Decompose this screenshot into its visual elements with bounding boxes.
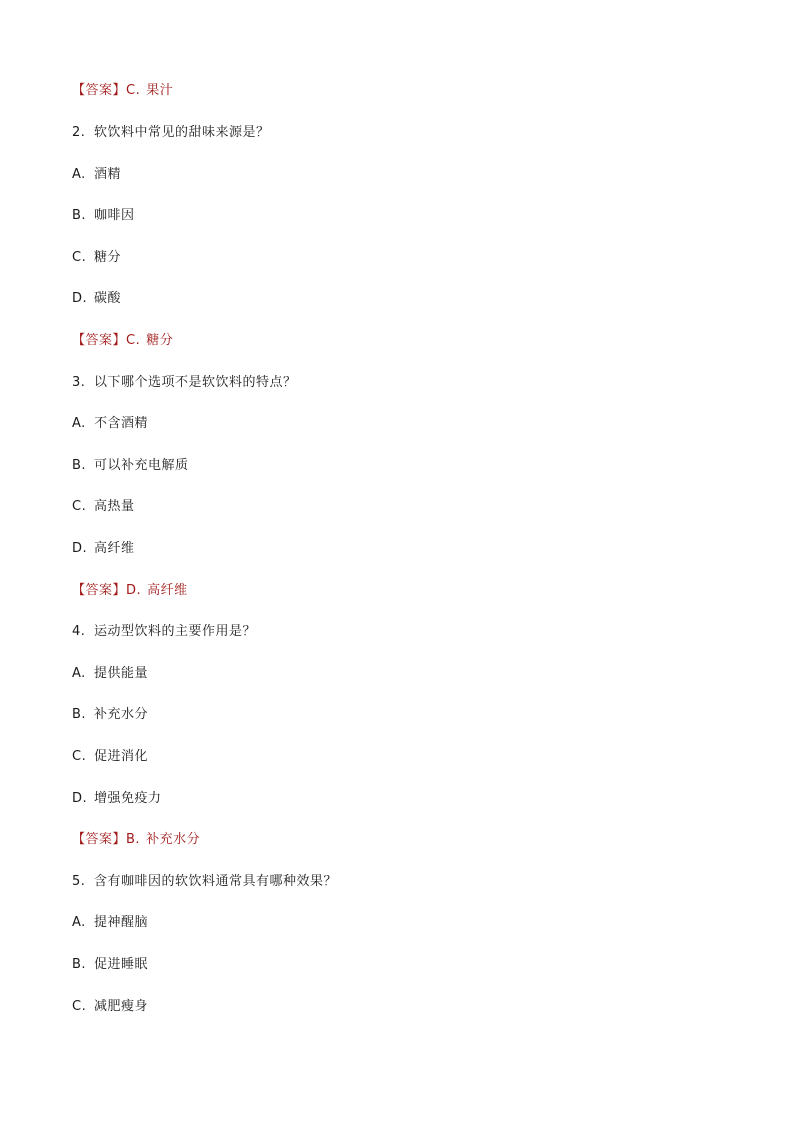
option-letter: D. (72, 291, 88, 306)
option-line (72, 416, 148, 432)
question-line (72, 874, 337, 890)
option-letter: D. (72, 791, 88, 806)
option-line (72, 499, 135, 515)
option-letter: A. (72, 167, 86, 182)
question-line (72, 125, 270, 141)
answer-text: 糖分 (146, 333, 174, 348)
option-text: 咖啡因 (94, 208, 135, 223)
option-letter: B. (72, 957, 87, 972)
option-line (72, 707, 148, 723)
option-line (72, 791, 162, 807)
option-line (72, 541, 135, 557)
answer-prefix: 【答案】 (72, 832, 127, 847)
option-letter: C. (72, 999, 87, 1014)
answer-letter: D. (126, 583, 142, 598)
option-letter: C. (72, 749, 87, 764)
option-letter: A. (72, 666, 86, 681)
option-line (72, 749, 148, 765)
answer-line (72, 83, 173, 99)
option-line (72, 666, 148, 682)
option-line (72, 208, 135, 224)
answer-prefix: 【答案】 (72, 583, 127, 598)
option-letter: B. (72, 458, 87, 473)
option-line (72, 250, 121, 266)
option-text: 高纤维 (94, 541, 135, 556)
option-letter: A. (72, 416, 86, 431)
option-text: 不含酒精 (94, 416, 149, 431)
question-number: 4. (72, 624, 86, 639)
option-line (72, 458, 189, 474)
question-number: 5. (72, 874, 86, 889)
question-text: 运动型饮料的主要作用是？ (94, 624, 257, 639)
question-text: 以下哪个选项不是软饮料的特点？ (94, 375, 297, 390)
option-text: 高热量 (94, 499, 135, 514)
option-letter: D. (72, 541, 88, 556)
option-text: 增强免疫力 (94, 791, 162, 806)
answer-line (72, 583, 188, 599)
option-text: 减肥瘦身 (94, 999, 149, 1014)
option-letter: A. (72, 915, 86, 930)
answer-text: 补充水分 (146, 832, 201, 847)
answer-text: 高纤维 (147, 583, 188, 598)
option-letter: B. (72, 707, 87, 722)
answer-prefix: 【答案】 (72, 83, 127, 98)
option-text: 促进睡眠 (94, 957, 149, 972)
option-text: 补充水分 (94, 707, 149, 722)
question-text: 软饮料中常见的甜味来源是？ (94, 125, 270, 140)
option-text: 酒精 (94, 167, 122, 182)
option-text: 碳酸 (94, 291, 122, 306)
option-text: 可以补充电解质 (94, 458, 189, 473)
answer-line (72, 333, 173, 349)
question-text: 含有咖啡因的软饮料通常具有哪种效果？ (94, 874, 338, 889)
option-letter: B. (72, 208, 87, 223)
answer-prefix: 【答案】 (72, 333, 127, 348)
option-letter: C. (72, 250, 87, 265)
option-line (72, 957, 148, 973)
option-letter: C. (72, 499, 87, 514)
answer-line (72, 832, 200, 848)
option-line (72, 915, 148, 931)
option-text: 糖分 (94, 250, 122, 265)
answer-letter: C. (126, 333, 141, 348)
question-line (72, 375, 297, 391)
question-number: 2. (72, 125, 86, 140)
option-text: 提供能量 (94, 666, 149, 681)
option-line (72, 291, 121, 307)
question-line (72, 624, 256, 640)
option-line (72, 999, 148, 1015)
option-text: 提神醒脑 (94, 915, 149, 930)
answer-letter: C. (126, 83, 141, 98)
answer-letter: B. (126, 832, 141, 847)
option-text: 促进消化 (94, 749, 149, 764)
question-number: 3. (72, 375, 86, 390)
option-line (72, 167, 121, 183)
answer-text: 果汁 (146, 83, 174, 98)
